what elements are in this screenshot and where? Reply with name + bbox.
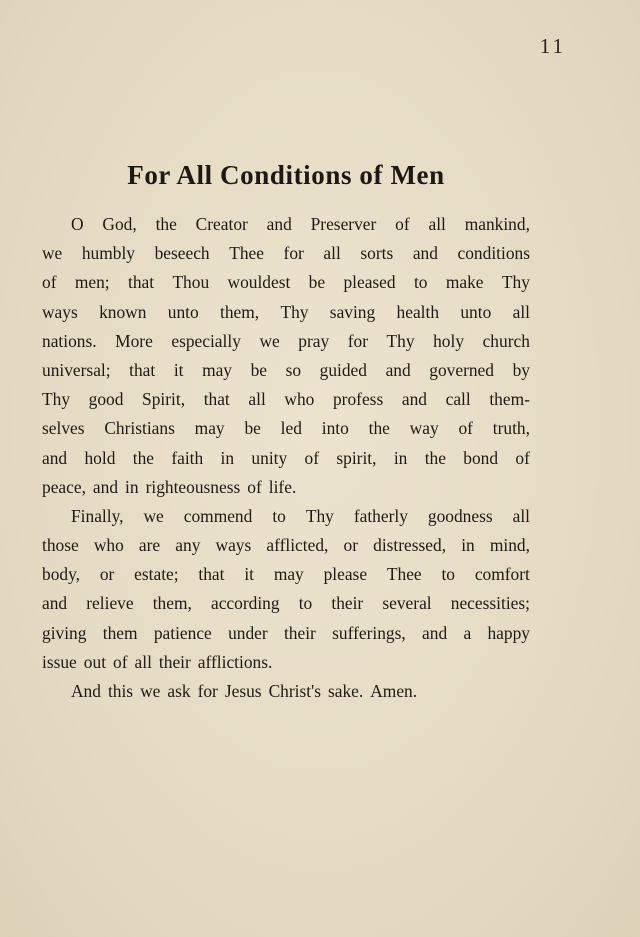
page-number: 11 [539,34,566,58]
text-line: and hold the faith in unity of spirit, in the bond of [42,447,530,468]
prayer-text [42,210,530,706]
page-title: For All Conditions of Men [127,160,445,190]
text-line: those who are any ways afflicted, or distressed, in mind, [42,535,530,556]
text-line: body, or estate; that it may please Thee to comfort [42,564,530,585]
text-line: O God, the Creator and Preserver of all mankind, [71,214,530,234]
text-line: universal; that it may be so guided and governed by [42,359,530,380]
text-line: selves Christians may be led into the way of truth, [42,418,530,439]
text-line: of men; that Thou wouldest be pleased to make Thy [42,272,530,293]
text-line: nations. More especially we pray for Thy holy church [42,330,530,351]
text-line: peace, and in righteousness of life. [42,476,297,497]
text-line: we humbly beseech Thee for all sorts and conditions [42,243,530,264]
text-line: Thy good Spirit, that all who profess and call them- [42,389,530,410]
text-line: issue out of all their afflictions. [42,651,273,672]
text-line: Finally, we commend to Thy fatherly goodness all [71,505,530,526]
text-line: giving them patience under their sufferings, and a happy [42,622,530,643]
text-line: and relieve them, according to their several necessities; [42,593,530,614]
text-line: And this we ask for Jesus Christ's sake. Amen. [71,681,418,701]
text-line: ways known unto them, Thy saving health unto all [42,301,530,322]
